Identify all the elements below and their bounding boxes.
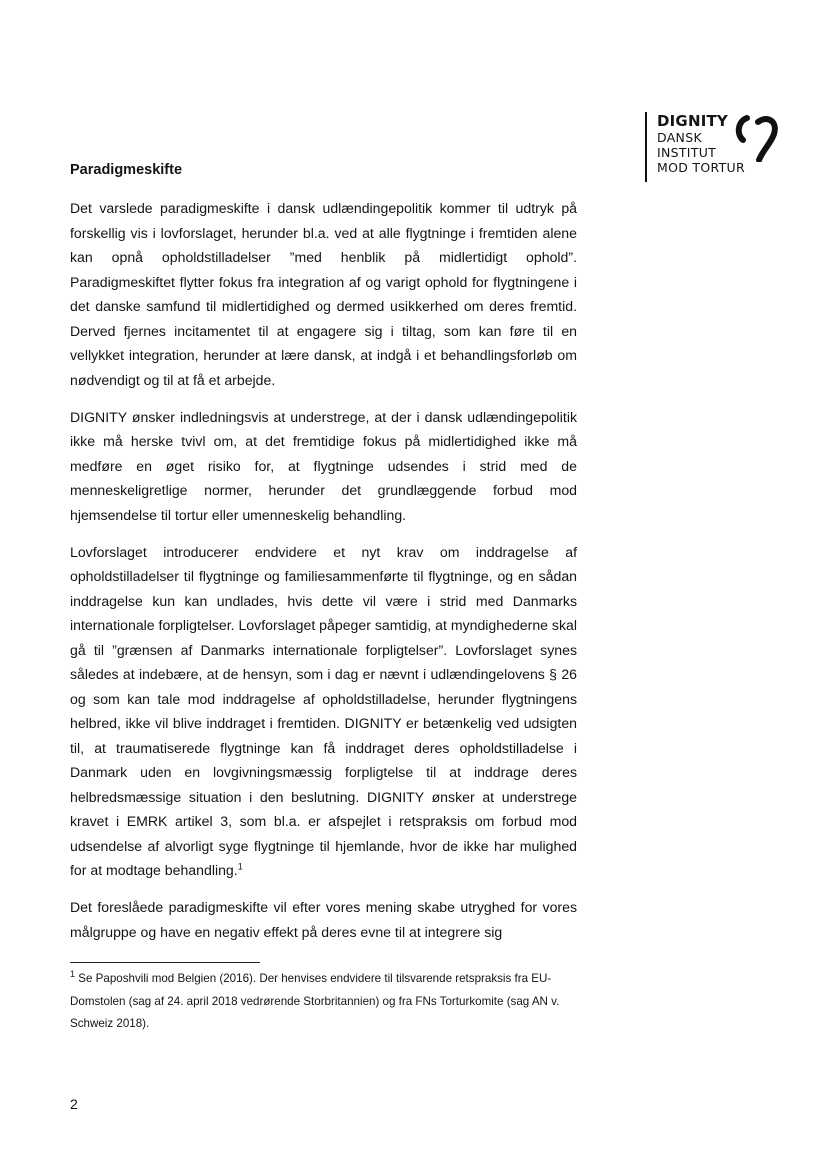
page-number: 2 <box>70 1096 78 1112</box>
paragraph-2: DIGNITY ønsker indledningsvis at understrege, at der i dansk udlændingepolitik ikke må herske tvivl om, at det fremtidige fokus på midlertidighed ikke må medføre en øget risiko for, at flygtninge udsendes i strid med de menneskeligretlige normer, herunder det grundlæggende forbud mod hjemsendelse til tortur eller umenneskelig behandling. <box>70 408 577 523</box>
paragraph-1: Det varslede paradigmeskifte i dansk udlændingepolitik kommer til udtryk på forskellig vis i lovforslaget, herunder bl.a. ved at alle flygtninge i fremtiden alene kan opnå opholdstilladelser ”med henblik på midlertidigt ophold”. Paradigmeskiftet flytter fokus fra integration af og varigt ophold for flygtningene i det danske samfund til midlertidighed og dermed usikkerhed om deres fremtid. Derved fjernes incitamentet til at engagere sig i tiltag, som kan føre til en vellykket integration, herunder at lære dansk, at indgå i et behandlingsforløb om nødvendigt og til at få et arbejde. <box>70 200 577 388</box>
paragraph-3 <box>70 540 577 883</box>
paragraph-4: Det foreslåede paradigmeskifte vil efter vores mening skabe utryghed for vores målgruppe og have en negativ effekt på deres evne til at integrere sig <box>70 899 577 940</box>
logo-line-mod-tortur: MOD TORTUR <box>657 160 745 175</box>
footnote-divider <box>70 962 260 963</box>
dignity-logo-mark-icon <box>734 112 780 162</box>
logo-line-dansk: DANSK <box>657 130 702 145</box>
section-heading: Paradigmeskifte <box>70 162 183 178</box>
dignity-logo <box>645 112 745 182</box>
logo-line-institut: INSTITUT <box>657 145 717 160</box>
footnote-marker: 1 <box>70 969 76 980</box>
logo-name: DIGNITY <box>657 112 728 130</box>
footnote-text: Se Paposhvili mod Belgien (2016). Der henvises endvidere til tilsvarende retspraksis fra EU-Domstolen (sag af 24. april 2018 vedrørende Storbritannien) og fra FNs Torturkomite (sag AN v. Schweiz 2018). <box>70 972 560 1030</box>
footnote-reference: 1 <box>237 861 243 872</box>
footnote <box>70 968 580 1036</box>
paragraph-3-text: Lovforslaget introducerer endvidere et nyt krav om inddragelse af opholdstilladelser til flygtninge og familiesammenførte til flygtninge, og en sådan inddragelse kun kan undlades, hvis dette vil være i strid med Danmarks internationale forpligtelser. Lovforslaget påpeger samtidig, at myndighederne skal gå til ”grænsen af Danmarks internationale forpligtelser”. Lovforslaget synes således at indebære, at de hensyn, som i dag er nævnt i udlændingelovens § 26 og som kan tale mod inddragelse af opholdstilladelse, herunder flygtningens helbred, ikke vil blive inddraget i fremtiden. DIGNITY er betænkelig ved udsigten til, at traumatiserede flygtninge kan få inddraget deres opholdstilladelse i Danmark uden en lovgivningsmæssig forpligtelse til at inddrage deres helbredsmæssige situation i den beslutning. DIGNITY ønsker at understrege kravet i EMRK artikel 3, som bl.a. er afspejlet i retspraksis om forbud mod udsendelse af alvorligt syge flygtninge til hjemlande, hvor de ikke har mulighed for at modtage behandling. <box>70 543 577 878</box>
body-text <box>70 196 577 957</box>
